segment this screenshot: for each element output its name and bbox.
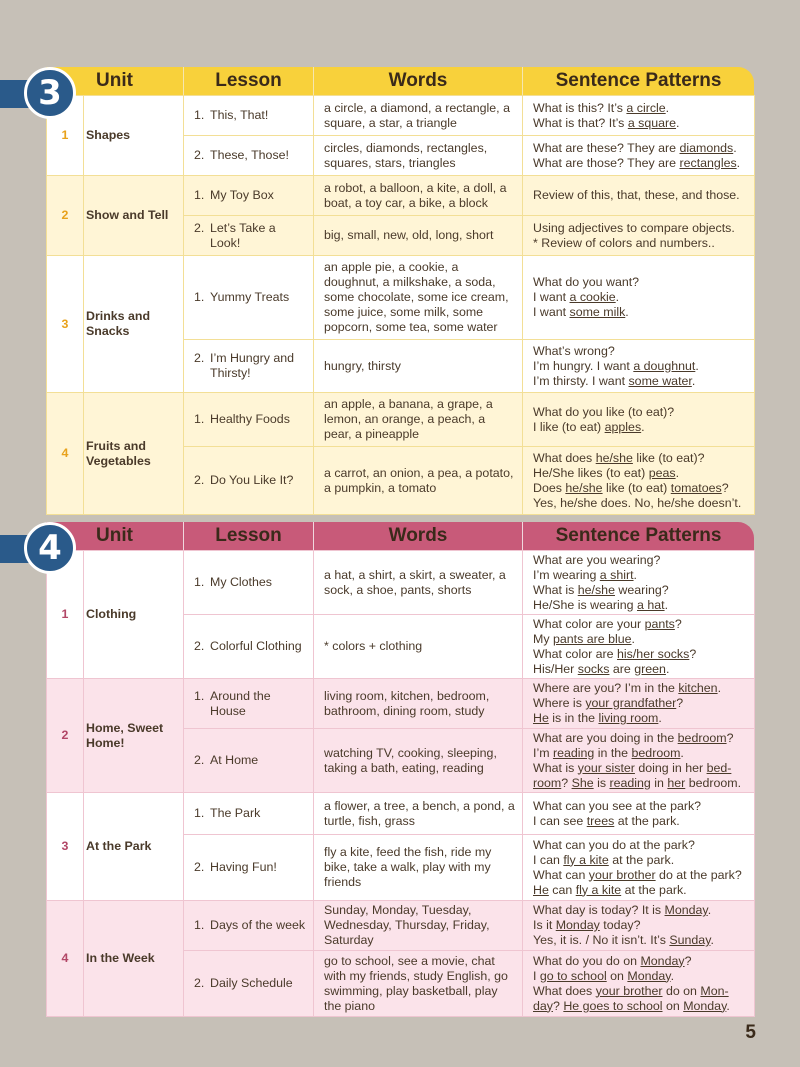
lesson-title: My Clothes [210, 575, 272, 589]
words-cell: * colors + clothing [314, 615, 523, 679]
underlined-text: bedroom [677, 730, 727, 745]
underlined-text: day [533, 998, 553, 1013]
text: He/She likes (to eat) [533, 465, 649, 480]
lesson-number: 2. [194, 753, 205, 767]
underlined-text: She [571, 775, 594, 790]
sentence-cell [523, 729, 755, 793]
header-lesson: Lesson [183, 522, 313, 550]
lesson-number: 1. [194, 688, 205, 703]
text: bedroom. [685, 775, 742, 790]
text: like (to eat)? [632, 450, 705, 465]
text: . [710, 933, 714, 947]
lesson-cell [184, 835, 314, 901]
text: What are those? They are [533, 155, 680, 170]
sentence-cell [523, 393, 755, 447]
words-cell: a hat, a shirt, a skirt, a sweater, a sock, a shoe, pants, shorts [314, 551, 523, 615]
text: . [676, 115, 680, 130]
words-cell: go to school, see a movie, chat with my friends, study English, go swimming, play basketball, play the piano [314, 951, 523, 1017]
unit-number: 1 [47, 551, 84, 679]
sentence-cell [523, 256, 755, 340]
header-sentence-patterns: Sentence Patterns [522, 522, 754, 550]
table-row [47, 901, 755, 951]
text: in [650, 775, 668, 790]
text: . [691, 373, 696, 388]
text: . [675, 465, 680, 480]
header-lesson: Lesson [183, 67, 313, 95]
unit-name: Show and Tell [84, 176, 184, 256]
lesson-number: 2. [194, 976, 205, 990]
lesson-cell [184, 176, 314, 216]
text: I like (to eat) [533, 419, 605, 434]
lesson-cell [184, 136, 314, 176]
text: What is this? It’s [533, 100, 627, 115]
header-words: Words [313, 522, 522, 550]
lesson-number: 1. [194, 918, 205, 932]
header-unit: Unit [96, 525, 133, 546]
section-4-header [46, 522, 754, 550]
words-cell: living room, kitchen, bedroom, bathroom, dining room, study [314, 679, 523, 729]
text: I’m [533, 745, 553, 760]
text: . [615, 290, 620, 304]
lesson-title: This, That! [210, 108, 269, 122]
words-cell: Sunday, Monday, Tuesday, Wednesday, Thursday, Friday, Saturday [314, 901, 523, 951]
text: do at the park? [655, 867, 742, 882]
lesson-number: 1. [194, 806, 205, 820]
words-cell: an apple, a banana, a grape, a lemon, an orange, a peach, a pear, a pineapple [314, 393, 523, 447]
lesson-number: 1. [194, 188, 205, 202]
header-sentence-patterns: Sentence Patterns [522, 67, 754, 95]
lesson-number: 1. [194, 108, 205, 122]
underlined-text: your brother [588, 867, 656, 882]
underlined-text: a cookie [569, 290, 616, 304]
text: in the [594, 745, 632, 760]
lesson-number: 2. [194, 860, 205, 874]
text: is [593, 775, 610, 790]
text: Is it [533, 918, 556, 932]
underlined-text: apples [604, 419, 642, 434]
underlined-text: he/she [565, 480, 603, 495]
text: What are you doing in the [533, 730, 678, 745]
underlined-text: a doughnut [633, 358, 696, 373]
sentence-cell [523, 447, 755, 515]
lesson-cell [184, 340, 314, 393]
text: . [695, 358, 699, 373]
table-row [47, 176, 755, 216]
text: like (to eat) [602, 480, 671, 495]
text: Using adjectives to compare objects. [533, 220, 735, 235]
unit-name: In the Week [84, 901, 184, 1017]
text: . [641, 419, 645, 434]
text: What does [533, 450, 596, 465]
text: . [736, 155, 741, 170]
text: today? [599, 918, 641, 932]
underlined-text: fly a kite [563, 852, 609, 867]
text: His/Her [533, 661, 578, 676]
table-row [47, 393, 755, 447]
section-4-table [46, 550, 755, 1017]
text: do on [662, 983, 701, 998]
text: ? [674, 616, 682, 631]
text: . [631, 631, 635, 646]
lesson-title: Around the House [210, 688, 271, 718]
sentence-cell [523, 340, 755, 393]
lesson-cell [184, 679, 314, 729]
lesson-cell [184, 256, 314, 340]
words-cell: a carrot, an onion, a pea, a potato, a pumpkin, a tomato [314, 447, 523, 515]
text: What do you do on [533, 953, 641, 968]
sentence-cell [523, 615, 755, 679]
underlined-text: Sunday [669, 933, 711, 947]
underlined-text: he/she [595, 450, 633, 465]
lesson-title: I’m Hungry and Thirsty! [210, 351, 295, 380]
sentence-cell [523, 96, 755, 136]
lesson-title: Having Fun! [210, 860, 277, 874]
unit-name: Drinks and Snacks [84, 256, 184, 393]
underlined-text: Monday [555, 918, 600, 932]
section-3-table [46, 95, 755, 515]
text: What is that? It’s [533, 115, 628, 130]
text: wearing? [614, 582, 669, 597]
unit-number: 3 [47, 793, 84, 901]
text: . [665, 661, 670, 676]
lesson-title: Days of the week [210, 918, 306, 932]
underlined-text: Mon- [700, 983, 729, 998]
underlined-text: fly a kite [575, 882, 622, 897]
lesson-number: 2. [194, 639, 205, 653]
sentence-cell [523, 793, 755, 835]
table-row [47, 256, 755, 340]
text: I can [533, 852, 564, 867]
lesson-cell [184, 951, 314, 1017]
underlined-text: a square [627, 115, 677, 130]
lesson-number: 1. [194, 575, 205, 589]
text: . [670, 968, 675, 983]
underlined-text: his/her socks [617, 646, 690, 661]
text: What can [533, 867, 589, 882]
words-cell: a robot, a balloon, a kite, a doll, a boat, a toy car, a bike, a block [314, 176, 523, 216]
section-4-number-badge: 4 [24, 522, 76, 574]
underlined-text: pants [644, 616, 675, 631]
sentence-cell [523, 679, 755, 729]
words-cell: big, small, new, old, long, short [314, 216, 523, 256]
lesson-number: 2. [194, 148, 205, 162]
underlined-text: tomatoes [670, 480, 722, 495]
underlined-text: her [667, 775, 686, 790]
text: Does [533, 480, 566, 495]
text: . [726, 998, 730, 1013]
underlined-text: diamonds [679, 140, 734, 155]
lesson-cell [184, 96, 314, 136]
lesson-title: Healthy Foods [210, 412, 290, 426]
underlined-text: pants are blue [552, 631, 632, 646]
text: on [662, 998, 684, 1013]
lesson-title: Daily Schedule [210, 976, 293, 990]
table-row [47, 793, 755, 835]
underlined-text: a circle [626, 100, 666, 115]
text: are [609, 661, 635, 676]
text: ? [684, 953, 692, 968]
underlined-text: he/she [577, 582, 615, 597]
underlined-text: Monday [627, 968, 671, 983]
text: ? [726, 730, 734, 745]
text: ? [552, 998, 564, 1013]
table-row [47, 96, 755, 136]
text: . [633, 567, 637, 582]
text: Review of this, that, these, and those. [533, 188, 740, 202]
lesson-number: 1. [194, 412, 205, 426]
lesson-cell [184, 729, 314, 793]
sentence-cell [523, 136, 755, 176]
unit-number: 4 [47, 901, 84, 1017]
underlined-text: living room [598, 711, 659, 725]
page-number: 5 [745, 1022, 756, 1043]
lesson-title: My Toy Box [210, 188, 274, 202]
table-row [47, 679, 755, 729]
lesson-title: Do You Like It? [210, 473, 294, 487]
underlined-text: kitchen [678, 681, 718, 695]
underlined-text: go to school [539, 968, 607, 983]
text: What color are your [533, 616, 645, 631]
underlined-text: reading [609, 775, 651, 790]
text: What is [533, 760, 578, 775]
lesson-cell [184, 615, 314, 679]
underlined-text: Monday [683, 998, 727, 1013]
text: ? [561, 775, 572, 790]
text: I can see [533, 813, 587, 828]
lesson-number: 2. [194, 351, 205, 365]
text: I want [533, 305, 570, 319]
lesson-cell [184, 216, 314, 256]
text: . [665, 100, 670, 115]
words-cell: watching TV, cooking, sleeping, taking a bath, eating, reading [314, 729, 523, 793]
unit-name: At the Park [84, 793, 184, 901]
sentence-cell [523, 835, 755, 901]
text: I [533, 968, 540, 983]
text: at the park. [608, 852, 675, 867]
words-cell: fly a kite, feed the fish, ride my bike, take a walk, play with my friends [314, 835, 523, 901]
text: What are these? They are [533, 140, 680, 155]
lesson-title: Colorful Clothing [210, 639, 302, 653]
text: I’m wearing [533, 567, 600, 582]
header-words: Words [313, 67, 522, 95]
text: * Review of colors and numbers.. [533, 235, 715, 250]
text: I’m thirsty. I want [533, 373, 629, 388]
text: What color are [533, 646, 618, 661]
text: at the park. [614, 813, 680, 828]
words-cell: an apple pie, a cookie, a doughnut, a milkshake, a soda, some chocolate, some ice cream, some juice, some milk, some popcorn, some tea, some water [314, 256, 523, 340]
text: . [680, 745, 684, 760]
underlined-text: peas [648, 465, 676, 480]
text: . [658, 711, 662, 725]
lesson-title: At Home [210, 753, 259, 767]
underlined-text: your grandfather [585, 696, 677, 710]
underlined-text: He [533, 711, 549, 725]
words-cell: hungry, thirsty [314, 340, 523, 393]
text: What can you do at the park? [533, 837, 695, 852]
text: ? [721, 480, 729, 495]
underlined-text: rectangles [679, 155, 737, 170]
underlined-text: some water [628, 373, 692, 388]
text: What’s wrong? [533, 343, 615, 358]
words-cell: circles, diamonds, rectangles, squares, stars, triangles [314, 136, 523, 176]
underlined-text: trees [586, 813, 615, 828]
underlined-text: He goes to school [563, 998, 663, 1013]
underlined-text: bed- [706, 760, 732, 775]
text: My [533, 631, 553, 646]
table-row [47, 551, 755, 615]
lesson-cell [184, 793, 314, 835]
text: I want [533, 290, 570, 304]
underlined-text: Monday [640, 953, 685, 968]
lesson-title: These, Those! [210, 148, 289, 162]
text: What do you want? [533, 275, 640, 289]
section-3-header [46, 67, 754, 95]
lesson-number: 2. [194, 473, 205, 487]
lesson-cell [184, 447, 314, 515]
text: on [606, 968, 628, 983]
sentence-cell [523, 951, 755, 1017]
underlined-text: green [634, 661, 666, 676]
unit-number: 4 [47, 393, 84, 515]
lesson-title: The Park [210, 806, 261, 820]
text: Yes, it is. / No it isn’t. It’s [533, 933, 670, 947]
text: Where are you? I’m in the [533, 681, 679, 695]
underlined-text: your brother [595, 983, 663, 998]
text: What does [533, 983, 596, 998]
text: doing in her [634, 760, 707, 775]
sentence-cell [523, 901, 755, 951]
text: What day is today? It is [533, 903, 665, 917]
text: . [733, 140, 737, 155]
text: ? [676, 696, 684, 710]
lesson-cell [184, 393, 314, 447]
sentence-cell [523, 551, 755, 615]
sentence-cell [523, 176, 755, 216]
lesson-title: Let’s Take a Look! [210, 220, 276, 250]
lesson-cell [184, 901, 314, 951]
words-cell: a flower, a tree, a bench, a pond, a turtle, fish, grass [314, 793, 523, 835]
text: . [625, 305, 629, 319]
underlined-text: He [533, 882, 549, 897]
lesson-cell [184, 551, 314, 615]
underlined-text: a hat [637, 597, 665, 612]
unit-name: Clothing [84, 551, 184, 679]
header-unit: Unit [96, 70, 133, 91]
unit-number: 2 [47, 679, 84, 793]
text: . [664, 597, 669, 612]
underlined-text: your sister [577, 760, 635, 775]
underlined-text: reading [552, 745, 595, 760]
text: Where is [533, 696, 586, 710]
unit-name: Fruits and Vegetables [84, 393, 184, 515]
underlined-text: some milk [569, 305, 626, 319]
text: . [707, 903, 712, 917]
text: can [548, 882, 576, 897]
text: . [717, 681, 722, 695]
section-3-number-badge: 3 [24, 67, 76, 119]
text: What is [533, 582, 578, 597]
underlined-text: a shirt [599, 567, 634, 582]
text: Yes, he/she does. No, he/she doesn’t. [533, 495, 742, 510]
text: What are you wearing? [533, 552, 661, 567]
text: ? [689, 646, 697, 661]
unit-number: 1 [47, 96, 84, 176]
text: What do you like (to eat)? [533, 404, 675, 419]
underlined-text: socks [577, 661, 610, 676]
unit-number: 3 [47, 256, 84, 393]
underlined-text: room [533, 775, 562, 790]
unit-name: Home, Sweet Home! [84, 679, 184, 793]
underlined-text: bedroom [631, 745, 681, 760]
text: is in the [548, 711, 599, 725]
text: at the park. [621, 882, 687, 897]
unit-number: 2 [47, 176, 84, 256]
text: He/She is wearing [533, 597, 637, 612]
text: What can you see at the park? [533, 798, 702, 813]
text: I’m hungry. I want [533, 358, 634, 373]
underlined-text: Monday [664, 903, 708, 917]
words-cell: a circle, a diamond, a rectangle, a square, a star, a triangle [314, 96, 523, 136]
lesson-title: Yummy Treats [210, 290, 290, 304]
lesson-number: 2. [194, 220, 205, 235]
lesson-number: 1. [194, 290, 205, 304]
sentence-cell [523, 216, 755, 256]
unit-name: Shapes [84, 96, 184, 176]
